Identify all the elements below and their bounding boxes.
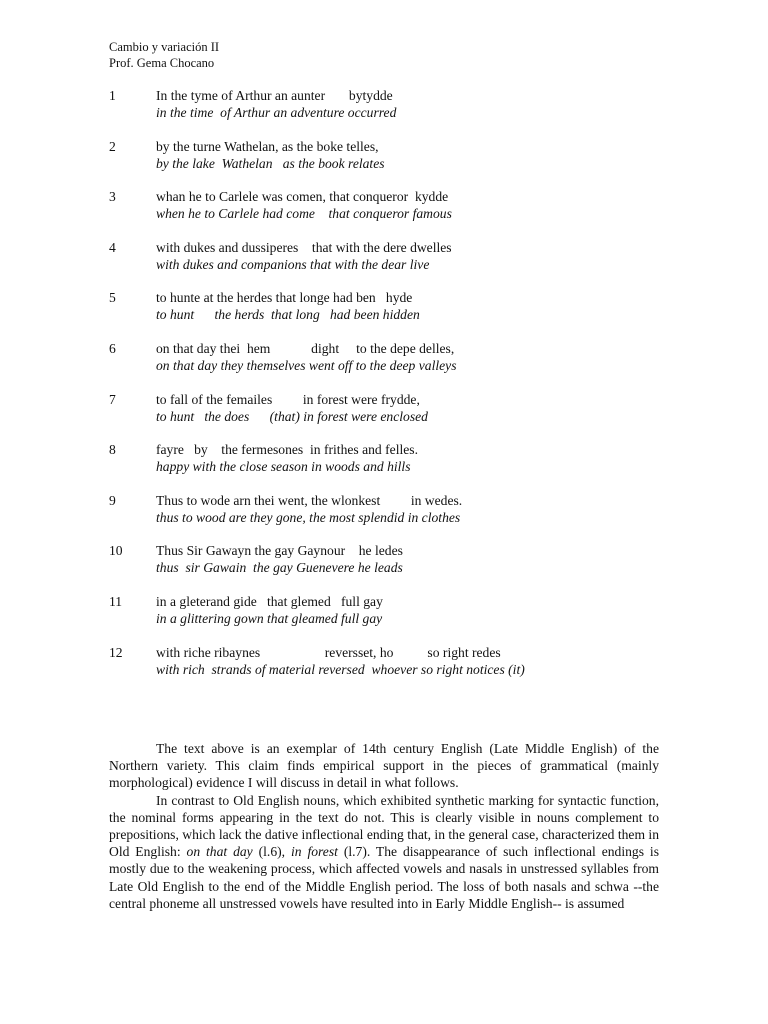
commentary bbox=[109, 740, 659, 912]
paragraph-text: (l.6), bbox=[252, 844, 291, 860]
poem-line bbox=[109, 644, 669, 695]
poem-lines bbox=[109, 87, 669, 694]
paragraph-nouns bbox=[109, 792, 659, 912]
poem-line bbox=[109, 138, 669, 189]
poem-line bbox=[109, 542, 669, 593]
paragraph-text: (l.7). The disappearance of such inflectional endings is mostly due to the weakening process, which affected vowels and nasals in unstressed syllables from Late Old English to the end of the Middle English period. The loss of both nasals and schwa --the central phoneme all unstressed vowels have resulted into in Early Middle English-- is assumed bbox=[109, 844, 659, 911]
example-phrase: on that day bbox=[186, 844, 253, 860]
gloss-text: with dukes and companions that with the dear live bbox=[156, 256, 430, 272]
poem-line bbox=[109, 289, 669, 340]
poem-line bbox=[109, 391, 669, 442]
line-number: 2 bbox=[109, 138, 116, 154]
original-text: by the turne Wathelan, as the boke telles, bbox=[156, 138, 379, 154]
line-number: 7 bbox=[109, 391, 116, 407]
line-number: 5 bbox=[109, 290, 116, 306]
original-text: Thus Sir Gawayn the gay Gaynour he ledes bbox=[156, 543, 403, 559]
original-text: on that day thei hem dight to the depe delles, bbox=[156, 340, 455, 356]
original-text: with dukes and dussiperes that with the dere dwelles bbox=[156, 239, 452, 255]
gloss-text: with rich strands of material reversed whoever so right notices (it) bbox=[156, 661, 525, 677]
gloss-text: by the lake Wathelan as the book relates bbox=[156, 155, 385, 171]
gloss-text: happy with the close season in woods and hills bbox=[156, 459, 411, 475]
poem-line bbox=[109, 441, 669, 492]
original-text: to hunte at the herdes that longe had ben hyde bbox=[156, 290, 413, 306]
original-text: In the tyme of Arthur an aunter bytydde bbox=[156, 88, 393, 103]
gloss-text: on that day they themselves went off to the deep valleys bbox=[156, 357, 457, 373]
poem-line bbox=[109, 239, 669, 290]
poem-line bbox=[109, 492, 669, 543]
gloss-text: thus sir Gawain the gay Guenevere he leads bbox=[156, 560, 403, 576]
poem-line bbox=[109, 188, 669, 239]
original-text: in a gleterand gide that glemed full gay bbox=[156, 593, 383, 609]
gloss-text: in the time of Arthur an adventure occurred bbox=[156, 105, 397, 120]
course-title: Cambio y variación II bbox=[109, 40, 220, 54]
line-number: 10 bbox=[109, 543, 123, 559]
line-number: 11 bbox=[109, 593, 123, 609]
gloss-text: when he to Carlele had come that conqueror famous bbox=[156, 206, 452, 222]
gloss-text: to hunt the does (that) in forest were enclosed bbox=[156, 408, 428, 424]
line-number: 12 bbox=[109, 644, 123, 660]
line-number: 4 bbox=[109, 239, 116, 255]
paragraph-intro: The text above is an exemplar of 14th century English (Late Middle English) of the Northern variety. This claim finds empirical support in the pieces of grammatical (mainly morphological) evidence I will discuss in detail in what follows. bbox=[109, 741, 659, 791]
original-text: Thus to wode arn thei went, the wlonkest in wedes. bbox=[156, 492, 463, 508]
original-text: whan he to Carlele was comen, that conqueror kydde bbox=[156, 189, 449, 205]
gloss-text: thus to wood are they gone, the most splendid in clothes bbox=[156, 509, 461, 525]
page-header bbox=[109, 40, 219, 71]
poem-line bbox=[109, 87, 669, 138]
example-phrase: in forest bbox=[290, 844, 338, 860]
gloss-text: to hunt the herds that long had been hidden bbox=[156, 307, 420, 323]
gloss-text: in a glittering gown that gleamed full gay bbox=[156, 610, 383, 626]
line-number: 3 bbox=[109, 189, 116, 205]
professor-name: Prof. Gema Chocano bbox=[109, 55, 215, 70]
original-text: with riche ribaynes reversset, ho so right redes bbox=[156, 644, 501, 660]
line-number: 9 bbox=[109, 492, 116, 508]
line-number: 1 bbox=[109, 88, 116, 103]
line-number: 8 bbox=[109, 442, 116, 458]
poem-line bbox=[109, 593, 669, 644]
paragraph-text: In contrast to Old English nouns, which exhibited synthetic marking for syntactic function, the nominal forms appearing in the text do not. This is clearly visible in nouns complement to prepositions, which lack the dative inflectional ending that, in the general case, characterized them in Old English: bbox=[109, 792, 659, 860]
original-text: fayre by the fermesones in frithes and felles. bbox=[156, 442, 418, 458]
original-text: to fall of the femailes in forest were frydde, bbox=[156, 391, 420, 407]
line-number: 6 bbox=[109, 340, 116, 356]
poem-line bbox=[109, 340, 669, 391]
